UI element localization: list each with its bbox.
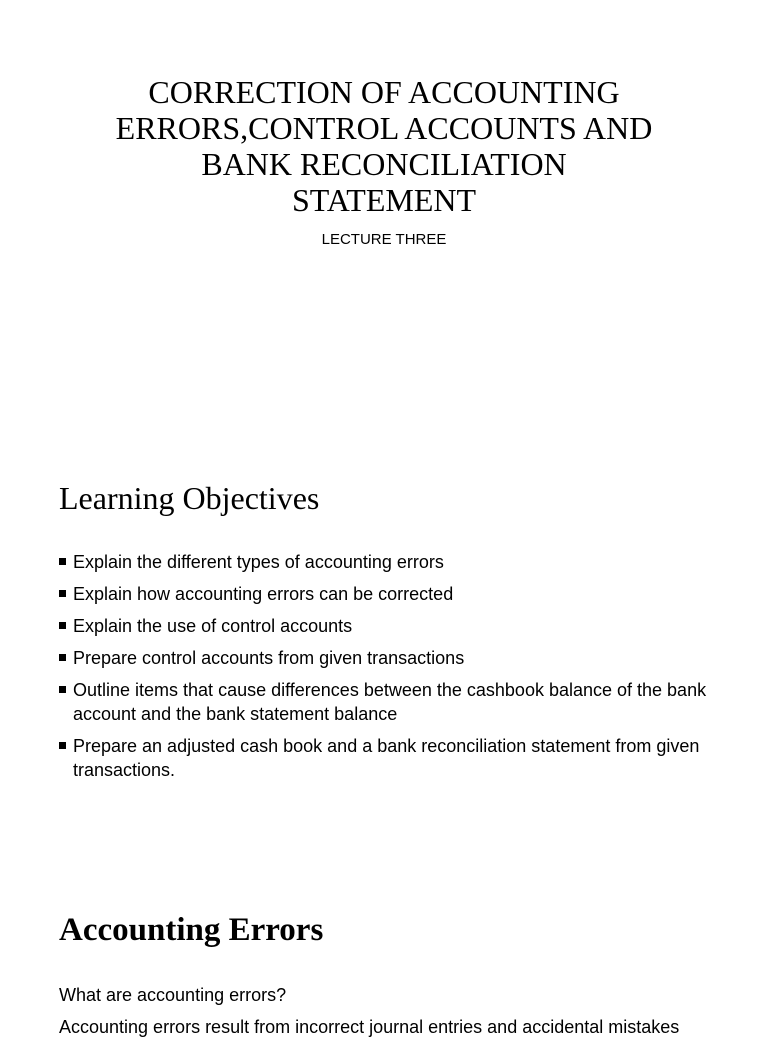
objective-item [59,678,709,726]
square-bullet-icon [59,686,66,693]
objective-text: Explain how accounting errors can be corrected [73,584,454,604]
objective-text: Explain the different types of accounting errors [73,552,444,572]
objective-item [59,646,709,670]
title-line: BANK RECONCILIATION [201,146,567,182]
errors-question: What are accounting errors? [59,985,287,1005]
square-bullet-icon [59,654,66,661]
objective-text: Outline items that cause differences between the cashbook balance of the bank account and the bank statement balance [73,680,707,724]
objective-item [59,734,709,782]
square-bullet-icon [59,558,66,565]
objective-item [59,582,709,606]
square-bullet-icon [59,742,66,749]
errors-heading: Accounting Errors [59,912,324,948]
title-line: CORRECTION OF ACCOUNTING [148,74,620,110]
slide-subtitle: LECTURE THREE [321,231,447,248]
objective-text: Explain the use of control accounts [73,616,353,636]
title-line: STATEMENT [291,182,477,218]
objectives-list [59,550,709,790]
objective-text: Prepare an adjusted cash book and a bank reconciliation statement from given transactions. [73,736,700,780]
objective-item [59,614,709,638]
square-bullet-icon [59,622,66,629]
objective-text: Prepare control accounts from given transactions [73,648,465,668]
errors-partial-line: Accounting errors result from incorrect journal entries and accidental mistakes [59,1017,680,1037]
objectives-heading: Learning Objectives [59,480,320,516]
objective-item [59,550,709,574]
slide-title [84,74,684,218]
square-bullet-icon [59,590,66,597]
title-line: ERRORS,CONTROL ACCOUNTS AND [115,110,653,146]
